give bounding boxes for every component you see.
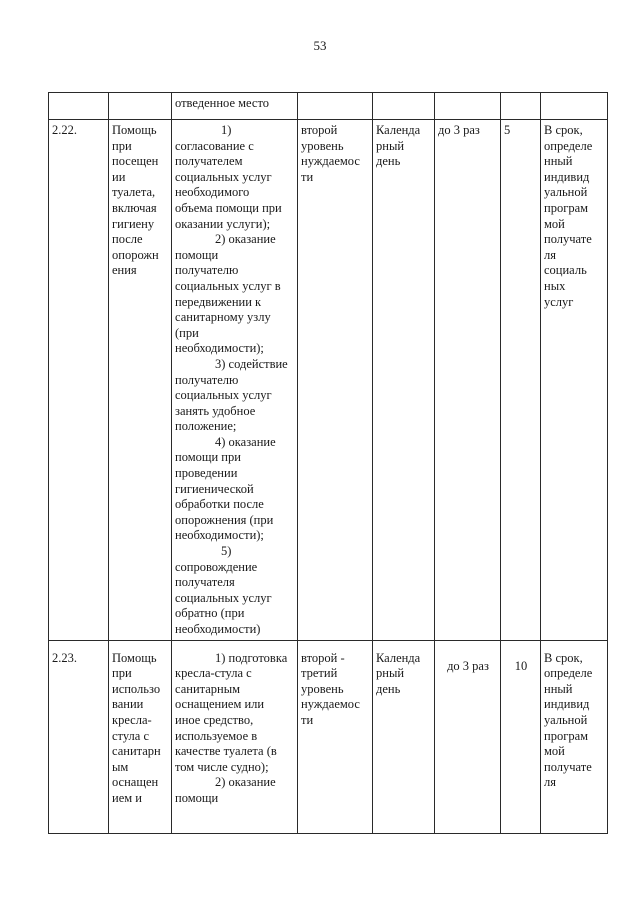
cell-line: день: [376, 681, 401, 696]
content-line: необходимого: [175, 185, 250, 200]
content-line: оснащением или: [175, 697, 265, 712]
content-line: помощи при: [175, 450, 241, 465]
cell-line: ти: [301, 712, 314, 727]
cell-count: [501, 93, 541, 120]
content-line: передвижении к: [175, 294, 262, 309]
cell-line: ии: [112, 169, 126, 184]
cell-level: [298, 640, 373, 833]
cell-num: [49, 93, 109, 120]
cell-line: день: [376, 154, 401, 169]
content-line: необходимости);: [175, 528, 264, 543]
cell-line: ных: [544, 278, 566, 293]
content-line: 3) содействие: [215, 356, 288, 371]
content-line: санитарному узлу: [175, 310, 271, 325]
cell-line: Календа: [376, 650, 421, 665]
cell-term: [541, 93, 608, 120]
cell-line: програм: [544, 200, 589, 215]
content-line: 2) оказание: [215, 775, 276, 790]
content-line: получателю: [175, 263, 239, 278]
cell-line: после: [112, 232, 143, 247]
cell-line: оснащен: [112, 775, 159, 790]
page-number: 53: [313, 38, 327, 53]
cell-line: В срок,: [544, 123, 583, 137]
cell-num: 2.23.: [49, 640, 109, 833]
content-line: санитарным: [175, 681, 241, 696]
cell-unit: [373, 93, 435, 120]
cell-line: Календа: [376, 123, 421, 137]
cell-content: [172, 120, 298, 641]
cell-line: туалета,: [112, 185, 156, 200]
cell-content: [172, 640, 298, 833]
cell-line: услуг: [544, 294, 574, 309]
content-line: помощи: [175, 247, 219, 262]
cell-content: отведенное место: [172, 93, 298, 120]
cell-line: Помощь: [112, 123, 157, 137]
table-row-2-23: [49, 640, 608, 833]
cell-line: програм: [544, 728, 589, 743]
cell-line: использо: [112, 681, 161, 696]
content-line: том числе судно);: [175, 759, 269, 774]
content-line: 5): [221, 544, 232, 559]
content-line: иное средство,: [175, 712, 254, 727]
content-line: необходимости);: [175, 341, 264, 356]
cell-line: уальной: [544, 185, 588, 200]
content-line: объема помощи при: [175, 200, 282, 215]
content-line: сопровождение: [175, 559, 258, 574]
cell-line: при: [112, 138, 132, 153]
cell-name: [109, 120, 172, 641]
content-line: получателем: [175, 154, 243, 169]
cell-name: [109, 93, 172, 120]
cell-name: [109, 640, 172, 833]
cell-line: мой: [544, 216, 565, 231]
cell-line: В срок,: [544, 650, 583, 665]
content-line: обратно (при: [175, 606, 245, 621]
cell-term: [541, 120, 608, 641]
cell-line: определе: [544, 666, 593, 681]
cell-unit: [373, 640, 435, 833]
cell-level: [298, 120, 373, 641]
content-line: социальных услуг: [175, 169, 272, 184]
content-line: социальных услуг: [175, 388, 272, 403]
content-line: опорожнения (при: [175, 512, 274, 527]
content-line: 1): [221, 123, 232, 137]
cell-line: рный: [376, 666, 405, 681]
cell-line: при: [112, 666, 132, 681]
content-line: получателю: [175, 372, 239, 387]
content-line: положение;: [175, 419, 237, 434]
content-line: кресла-стула с: [175, 666, 252, 681]
content-line: получателя: [175, 575, 235, 590]
cell-line: вании: [112, 697, 144, 712]
cell-line: уровень: [301, 138, 344, 153]
cell-level: [298, 93, 373, 120]
cell-line: ти: [301, 169, 314, 184]
cell-line: третий: [301, 666, 338, 681]
cell-line: включая: [112, 200, 157, 215]
content-line: 2) оказание: [215, 232, 276, 247]
cell-line: второй: [301, 123, 338, 137]
content-line: гигиенической: [175, 481, 254, 496]
cell-line: гигиену: [112, 216, 155, 231]
content-line: помощи: [175, 790, 219, 805]
content-line: оказании услуги);: [175, 216, 271, 231]
content-line: используемое в: [175, 728, 258, 743]
content-line: социальных услуг: [175, 590, 272, 605]
cell-line: нуждаемос: [301, 697, 360, 712]
content-line: (при: [175, 325, 199, 340]
cell-line: стула с: [112, 728, 150, 743]
cell-term: [541, 640, 608, 833]
cell-line: санитарн: [112, 744, 161, 759]
cell-line: получате: [544, 759, 592, 774]
content-line: занять удобное: [175, 403, 256, 418]
cell-line: мой: [544, 744, 565, 759]
content-line: необходимости): [175, 622, 261, 636]
cell-line: нуждаемос: [301, 154, 360, 169]
cell-line: получате: [544, 232, 592, 247]
cell-line: индивид: [544, 169, 590, 184]
cell-num: 2.22.: [49, 120, 109, 641]
cell-line: нный: [544, 154, 573, 169]
cell-freq: до 3 раз: [435, 120, 501, 641]
cell-count: 5: [501, 120, 541, 641]
content-line: согласование с: [175, 138, 254, 153]
cell-line: ля: [544, 247, 556, 262]
content-line: 1) подготовка: [215, 650, 288, 665]
cell-freq: [435, 93, 501, 120]
cell-line: рный: [376, 138, 405, 153]
cell-line: кресла-: [112, 712, 152, 727]
cell-line: ля: [544, 775, 556, 790]
cell-line: посещен: [112, 154, 159, 169]
cell-line: уровень: [301, 681, 344, 696]
cell-line: индивид: [544, 697, 590, 712]
cell-line: определе: [544, 138, 593, 153]
cell-count: 10: [501, 640, 541, 833]
cell-line: ения: [112, 263, 137, 278]
cell-freq: до 3 раз: [435, 640, 501, 833]
table-row-2-22: [49, 120, 608, 641]
content-line: 4) оказание: [215, 434, 276, 449]
cell-line: социаль: [544, 263, 587, 278]
cell-line: Помощь: [112, 650, 157, 665]
cell-line: ым: [112, 759, 129, 774]
cell-line: уальной: [544, 712, 588, 727]
table-row-continuation: [49, 93, 608, 120]
content-line: обработки после: [175, 497, 264, 512]
cell-line: второй -: [301, 650, 345, 665]
cell-line: ием и: [112, 790, 142, 805]
content-line: социальных услуг в: [175, 278, 281, 293]
cell-unit: [373, 120, 435, 641]
services-table: [48, 92, 608, 834]
cell-line: опорожн: [112, 247, 159, 262]
content-line: проведении: [175, 466, 238, 481]
content-line: качестве туалета (в: [175, 744, 277, 759]
cell-line: нный: [544, 681, 573, 696]
